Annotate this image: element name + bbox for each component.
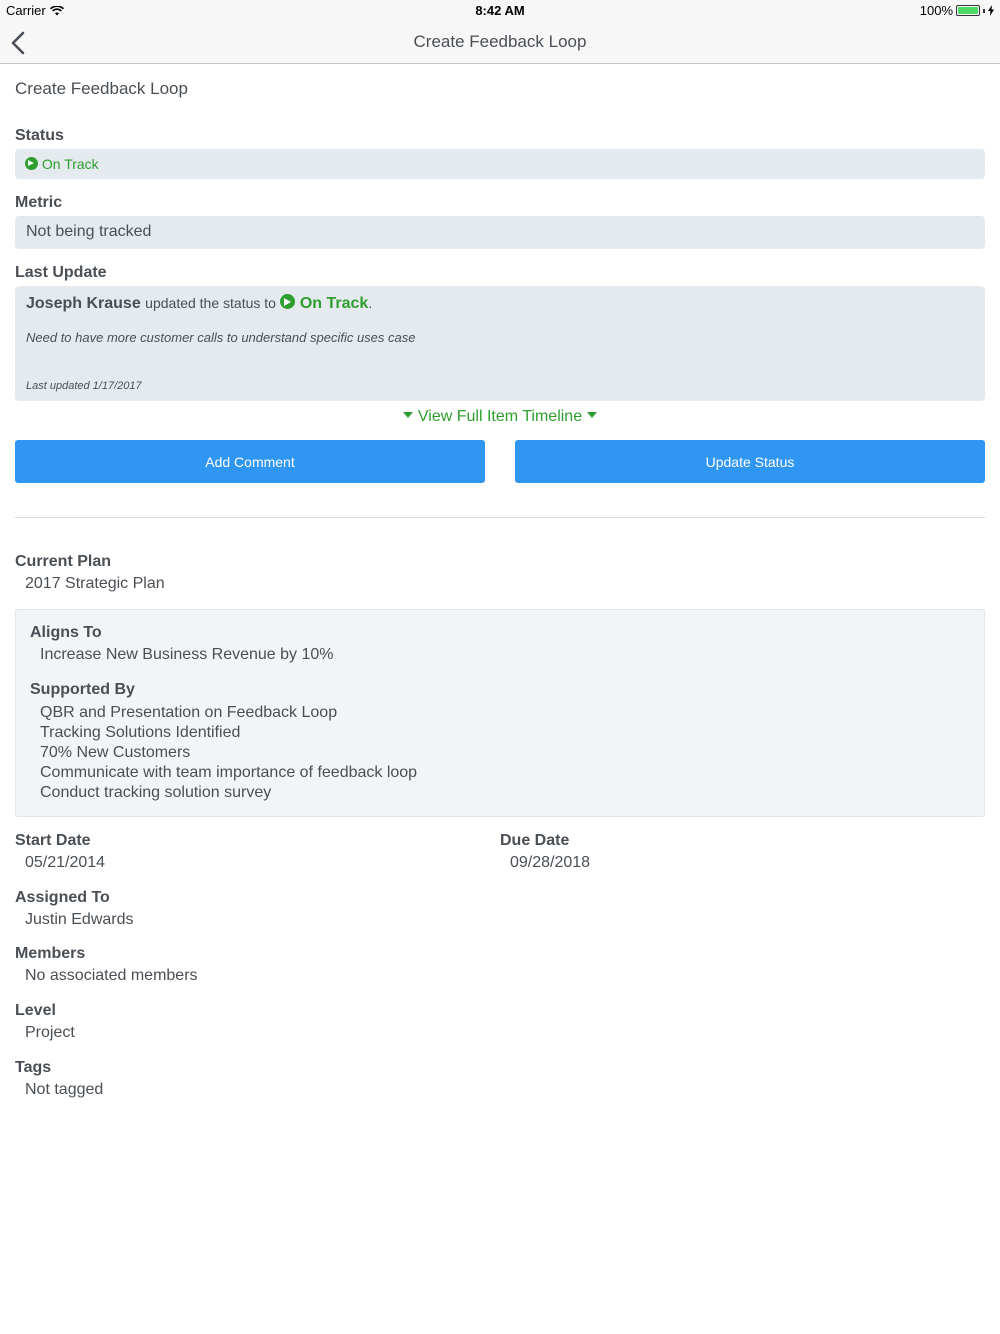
due-date-label: Due Date (500, 832, 570, 849)
update-comment: Need to have more customer calls to understand specific uses case (26, 330, 416, 345)
start-date-value: 05/21/2014 (25, 854, 106, 871)
supported-by-list (40, 703, 417, 803)
metric-field (15, 216, 985, 249)
update-status-button[interactable]: Update Status (515, 440, 985, 483)
last-update-headline (26, 294, 372, 313)
divider (15, 517, 985, 518)
view-timeline-label: View Full Item Timeline (417, 408, 583, 425)
current-plan-label: Current Plan (15, 553, 112, 570)
supported-by-label: Supported By (30, 681, 135, 698)
list-item: Communicate with team importance of feedback loop (40, 764, 418, 781)
list-item: 70% New Customers (40, 744, 191, 761)
level-value: Project (25, 1024, 75, 1041)
status-label: Status (15, 127, 64, 144)
status-field (15, 149, 985, 179)
assigned-to-value: Justin Edwards (25, 911, 134, 928)
nav-title: Create Feedback Loop (413, 32, 587, 51)
start-date-label: Start Date (15, 832, 91, 849)
battery-indicator (920, 3, 994, 18)
last-update-card (15, 286, 985, 401)
arrow-circle-right-icon (280, 294, 295, 309)
current-plan-value: 2017 Strategic Plan (25, 575, 165, 592)
carrier-label: Carrier (6, 3, 46, 18)
list-item: QBR and Presentation on Feedback Loop (40, 704, 338, 721)
metric-label: Metric (15, 194, 63, 211)
metric-value: Not being tracked (26, 223, 152, 240)
arrow-circle-right-icon (25, 157, 38, 170)
update-author: Joseph Krause (26, 295, 141, 312)
add-comment-button[interactable]: Add Comment (15, 440, 485, 483)
tags-label: Tags (15, 1059, 52, 1076)
update-status: On Track (299, 295, 369, 312)
battery-percent: 100% (919, 3, 953, 18)
caret-down-icon (403, 412, 413, 418)
update-period: . (368, 295, 373, 311)
members-label: Members (15, 945, 86, 962)
charging-icon (988, 5, 994, 16)
view-timeline-link[interactable] (15, 408, 985, 426)
level-label: Level (15, 1002, 56, 1019)
status-bar (0, 0, 1000, 22)
update-action: updated the status to (145, 295, 276, 311)
alignment-panel (15, 609, 985, 817)
page-title: Create Feedback Loop (15, 79, 188, 98)
last-update-label: Last Update (15, 264, 107, 281)
list-item: Conduct tracking solution survey (40, 784, 272, 801)
caret-down-icon (587, 412, 597, 418)
navigation-bar (0, 22, 1000, 64)
tags-value: Not tagged (25, 1081, 104, 1098)
members-value: No associated members (25, 967, 198, 984)
clock: 8:42 AM (475, 3, 525, 18)
assigned-to-label: Assigned To (15, 889, 110, 906)
battery-icon (956, 5, 980, 16)
status-value: On Track (41, 156, 99, 172)
due-date-value: 09/28/2018 (510, 854, 591, 871)
aligns-to-value: Increase New Business Revenue by 10% (40, 646, 334, 663)
list-item: Tracking Solutions Identified (40, 724, 241, 741)
aligns-to-label: Aligns To (30, 624, 102, 641)
update-timestamp: Last updated 1/17/2017 (26, 380, 142, 392)
